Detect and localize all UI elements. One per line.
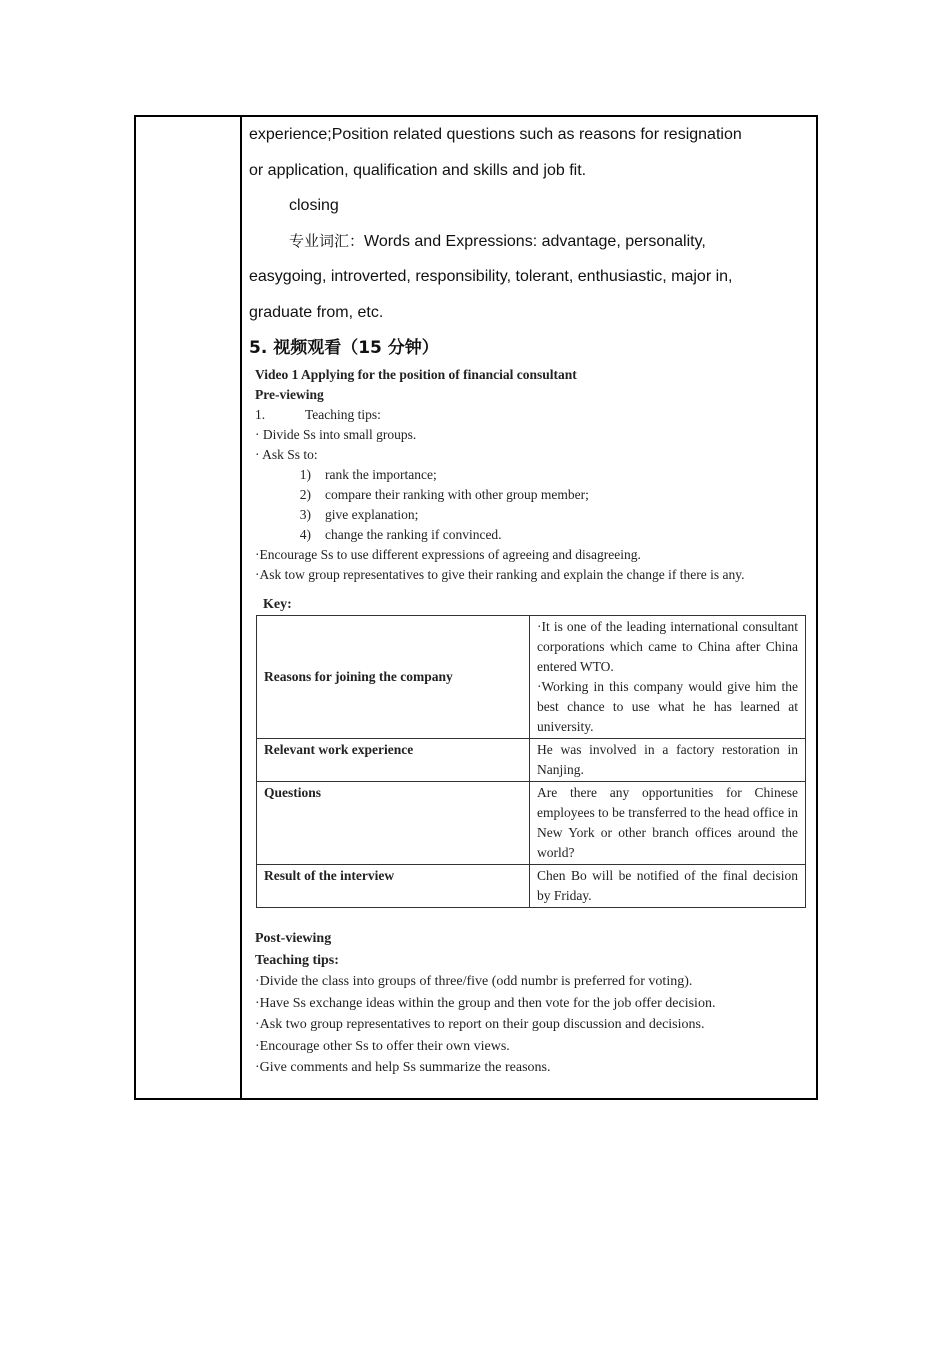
row-label: Reasons for joining the company	[257, 616, 530, 739]
table-row	[257, 616, 806, 739]
step-text: give explanation;	[325, 507, 419, 522]
key-label: Key:	[263, 597, 292, 612]
bullet-line: ·Give comments and help Ss summarize the reasons.	[255, 1060, 551, 1075]
text-line: experience;Position related questions such as reasons for resignation	[249, 126, 742, 143]
key-table	[256, 615, 806, 908]
step-text: rank the importance;	[325, 467, 437, 482]
vocabulary-text: Words and Expressions: advantage, personality,	[364, 232, 706, 250]
text-line: or application, qualification and skills and job fit.	[249, 161, 587, 179]
video-title: Video 1 Applying for the position of financial consultant	[255, 367, 577, 382]
closing-text: closing	[289, 197, 339, 214]
step-text: change the ranking if convinced.	[325, 527, 502, 542]
lesson-table	[134, 115, 818, 1100]
row-answer: Chen Bo will be notified of the final decision by Friday.	[530, 865, 806, 908]
step-text: compare their ranking with other group member;	[325, 487, 589, 502]
step-item	[255, 525, 815, 545]
row-label: Result of the interview	[257, 865, 530, 908]
table-row	[257, 865, 806, 908]
vocabulary-line	[249, 224, 809, 260]
row-answer: Are there any opportunities for Chinese employees to be transferred to the head office in New York or other branch offices around the world?	[530, 782, 806, 865]
row-label: Questions	[257, 782, 530, 865]
bullet-line: ·Ask tow group representatives to give their ranking and explain the change if there is any.	[255, 567, 745, 582]
teaching-tips-line	[255, 405, 815, 425]
bullet-line: ·Ask two group representatives to report on their goup discussion and decisions.	[255, 1017, 705, 1032]
bullet-line: ·Encourage other Ss to offer their own views.	[255, 1038, 510, 1054]
step-number: 2)	[299, 487, 311, 502]
bullet-line: · Ask Ss to:	[255, 447, 318, 462]
bullet-line: ·Divide the class into groups of three/five (odd numbr is preferred for voting).	[255, 974, 693, 989]
bullet-line: ·Have Ss exchange ideas within the group and then vote for the job offer decision.	[255, 995, 716, 1011]
bullet-line: ·Encourage Ss to use different expressions of agreeing and disagreeing.	[255, 547, 641, 562]
column-divider	[240, 117, 242, 1098]
step-item	[255, 505, 815, 525]
scanned-lesson-image	[255, 365, 815, 1079]
teaching-tips-heading: Teaching tips:	[255, 952, 339, 968]
step-number: 1)	[299, 467, 311, 482]
list-number: 1.	[255, 407, 266, 422]
row-label: Relevant work experience	[257, 739, 530, 782]
table-row	[257, 782, 806, 865]
pre-viewing-heading: Pre-viewing	[255, 387, 324, 402]
post-viewing-heading: Post-viewing	[255, 931, 332, 946]
row-answer: ·It is one of the leading international consultant corporations which came to China after China entered WTO. ·Working in this company would give him the best chance to use what he has learned at university.	[530, 616, 806, 739]
text-line: graduate from, etc.	[249, 303, 384, 321]
table-row	[257, 739, 806, 782]
step-item	[255, 485, 815, 505]
step-item	[255, 465, 815, 485]
teaching-tips-label: Teaching tips:	[305, 407, 381, 422]
section-heading: 5. 视频观看（15 分钟）	[249, 338, 439, 358]
row-answer: He was involved in a factory restoration in Nanjing.	[530, 739, 806, 782]
bullet-line: · Divide Ss into small groups.	[255, 427, 417, 442]
post-viewing-section	[255, 928, 815, 1079]
step-number: 4)	[299, 527, 311, 542]
text-line: easygoing, introverted, responsibility, tolerant, enthusiastic, major in,	[249, 268, 733, 285]
step-number: 3)	[299, 507, 311, 522]
vocabulary-label: 专业词汇：	[289, 231, 365, 250]
content-cell	[249, 117, 809, 1075]
